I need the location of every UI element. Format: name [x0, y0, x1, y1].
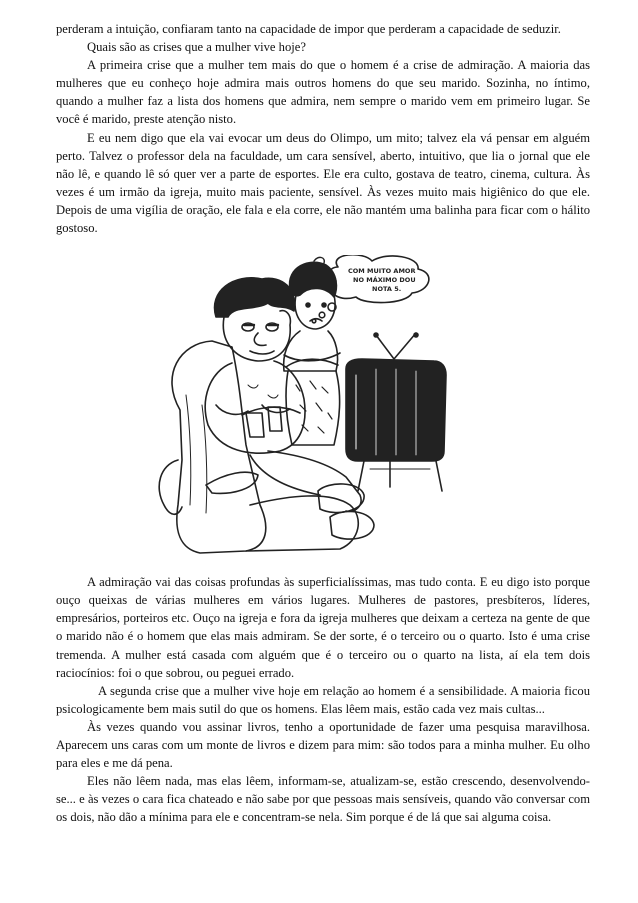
paragraph: perderam a intuição, confiaram tanto na capacidade de impor que perderam a capacidade de seduzir.	[56, 22, 561, 36]
paragraph: Quais são as crises que a mulher vive hoje?	[87, 40, 306, 55]
paragraph: E eu nem digo que ela vai evocar um deus do Olimpo, um mito; talvez ela vá pensar em alguém perto. Talvez o professor dela na faculdade, um cara sensível, aberto, intuitivo, que lia o jornal que ele não lê, e quando lê só quer ver a parte de esportes. Ele era culto, gostava de teatro, cinema, cultura. Às vezes é um irmão da igreja, muito mais paciente, sensível. Às vezes muito mais higiênico do que ele. Depois de uma vigília de oração, ele fala e ela corre, ele não mantém uma balinha para ficar com o hálito gostoso.	[56, 130, 590, 236]
woman-hair	[290, 262, 337, 297]
paragraph: A primeira crise que a mulher tem mais do que o homem é a crise de admiração. A maioria das mulheres que eu conheço hoje admira mais outros homens do que seu marido. Sozinha, no íntimo, quando a mulher faz a lista dos homens que admira, nem sempre o marido vem em primeiro lugar. Se você é marido, preste atenção nisto.	[56, 58, 590, 127]
slipper	[318, 484, 364, 513]
paragraph: A admiração vai das coisas profundas às superficialíssimas, mas tudo conta. E eu digo isto porque ouço queixas de várias mulheres em vários lugares. Mulheres de pastores, presbíteros, líderes, empresários, porteiros etc. Ouço na igreja e fora da igreja mulheres que deixam a certeza na gente de que o marido não é o homem que elas mais admiram. Se der sorte, é o terceiro ou o quarto. Isto é uma crise tremenda. A mulher está casada com alguém que é o terceiro ou o quarto na lista, aí ela tem dois raciocínios: foi o que sobrou, ou peguei errado.	[56, 575, 590, 680]
paragraph: Às vezes quando vou assinar livros, tenho a oportunidade de fazer uma pesquisa maravilhosa. Aparecem uns caras com um monte de livros e dizem para mim: são todos para a minha mulher. Eu olho para eles e me dá pena.	[56, 719, 590, 771]
thought-bubble-text: COM MUITO AMOR	[348, 267, 416, 276]
thought-bubble-dot	[319, 312, 325, 318]
woman-torso	[284, 331, 338, 371]
thought-bubble-text: NOTA 5.	[372, 285, 402, 294]
tv-stand	[358, 461, 442, 491]
woman-skirt	[286, 371, 340, 445]
paragraph: A segunda crise que a mulher vive hoje em relação ao homem é a sensibilidade. A maioria ficou psicologicamente bem mais sutil do que os homens. Elas lêem mais, estão cada vez mais cultas...	[56, 683, 590, 716]
can	[246, 413, 264, 437]
document-page	[56, 20, 590, 826]
woman-head	[295, 295, 335, 329]
armchair	[172, 341, 266, 553]
thought-bubble-text: NO MÁXIMO DOU	[353, 276, 416, 285]
slipper	[330, 512, 374, 540]
paragraph: Eles não lêem nada, mas elas lêem, informam-se, atualizam-se, estão crescendo, desenvolvendo-se... e às vezes o cara fica chateado e não sabe por que pessoas mais sensíveis, quando vão conversar com os dois, não dão a mínima para ele e concentram-se nela. Sim porque é de lá que sai alguma coisa.	[56, 774, 590, 825]
cartoon-illustration	[150, 255, 450, 561]
tv-antenna	[376, 333, 416, 359]
